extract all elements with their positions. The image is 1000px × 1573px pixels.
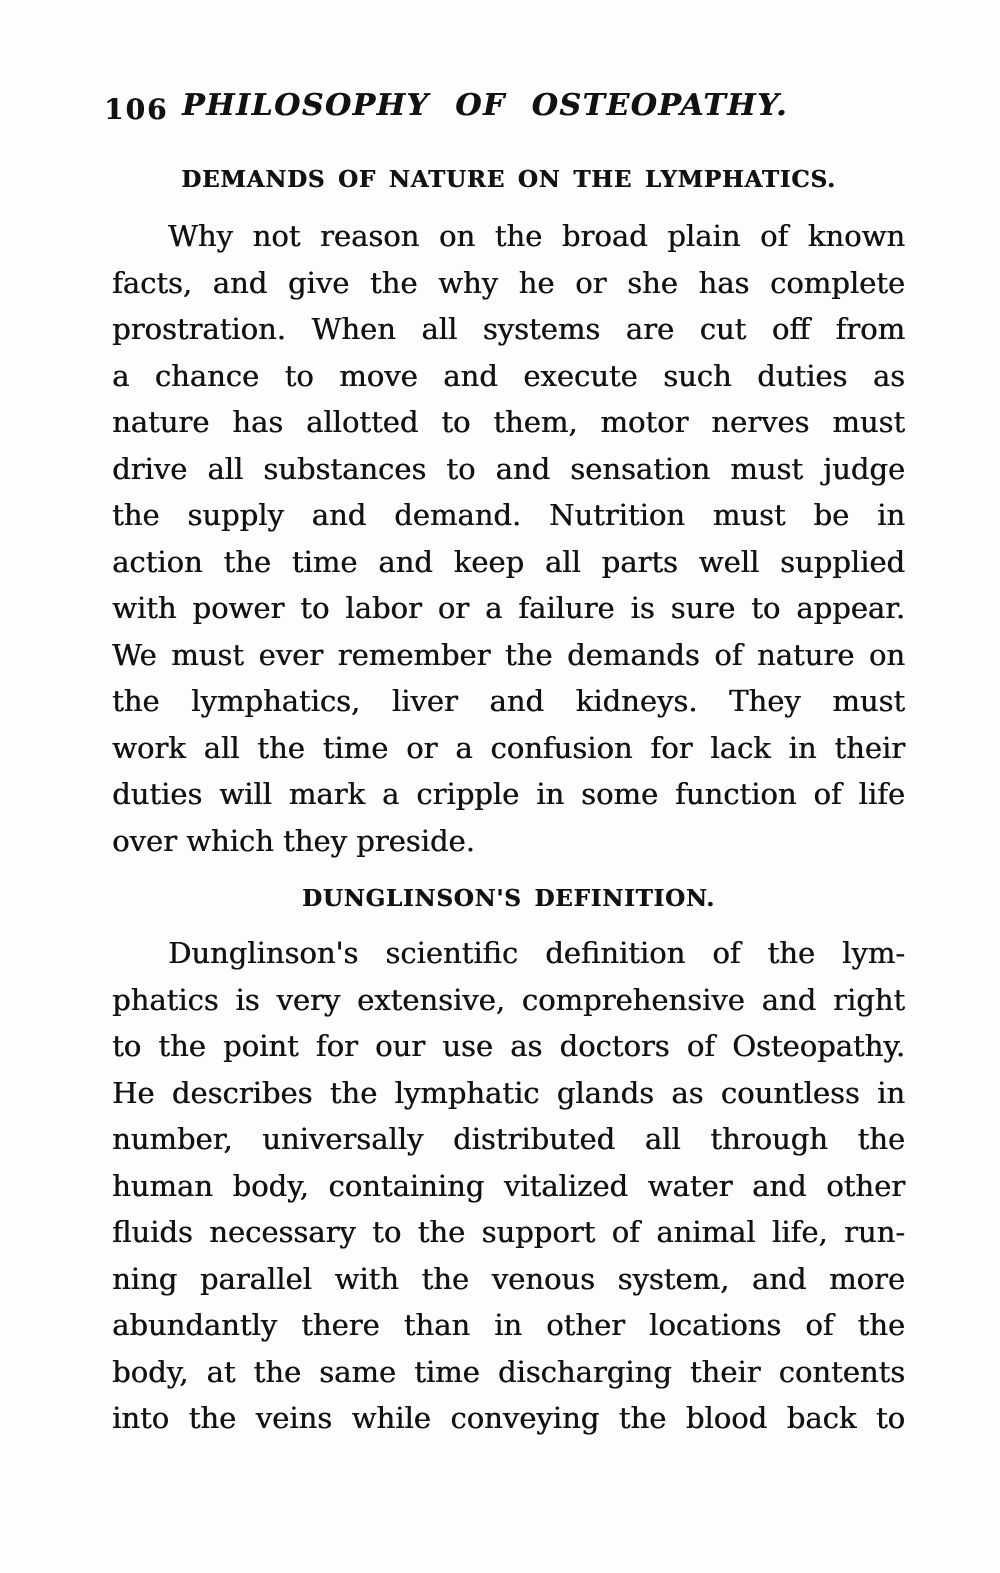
text-line: Why not reason on the broad plain of known [168,219,905,253]
text-line: facts, and give the why he or she has complete [112,265,905,300]
text-line: action the time and keep all parts well supplied [112,544,905,579]
text-line: human body, containing vitalized water and other [112,1168,905,1203]
text-line: over which they preside. [112,823,475,858]
text-line: to the point for our use as doctors of Osteopathy. [112,1029,905,1063]
text-line: work all the time or a confusion for lack in their [112,730,905,765]
text-line: number, universally distributed all through the [112,1122,905,1156]
page-header [0,88,1000,126]
page-body [112,167,905,1442]
section-heading: DEMANDS OF NATURE ON THE LYMPHATICS. [181,166,836,193]
text-line: drive all substances to and sensation must judge [112,451,905,486]
running-title: PHILOSOPHY OF OSTEOPATHY. [182,88,788,123]
text-line: a chance to move and execute such duties as [112,358,905,393]
text-line: duties will mark a cripple in some function of life [112,777,905,811]
text-line: ning parallel with the venous system, and more [112,1261,905,1296]
text-line: Dunglinson's scientific definition of the lym- [168,936,905,970]
text-line: abundantly there than in other locations of the [112,1308,905,1342]
text-line: the lymphatics, liver and kidneys. They must [112,684,905,718]
text-line: phatics is very extensive, comprehensive and right [112,982,905,1017]
page-number: 106 [104,93,169,126]
text-line: We must ever remember the demands of nature on [112,637,905,672]
section [112,886,905,1442]
text-line: He describes the lymphatic glands as countless in [112,1075,905,1110]
paragraph [112,213,905,864]
text-line: fluids necessary to the support of animal life, run- [112,1215,905,1249]
section [112,167,905,864]
text-line: with power to labor or a failure is sure to appear. [112,591,905,625]
text-line: prostration. When all systems are cut off from [112,312,905,346]
text-line: nature has allotted to them, motor nerves must [112,405,905,439]
section-heading: DUNGLINSON'S DEFINITION. [302,885,715,912]
text-line: the supply and demand. Nutrition must be in [112,498,905,532]
text-line: into the veins while conveying the blood back to [112,1401,905,1435]
paragraph [112,930,905,1442]
text-line: body, at the same time discharging their contents [112,1354,905,1389]
